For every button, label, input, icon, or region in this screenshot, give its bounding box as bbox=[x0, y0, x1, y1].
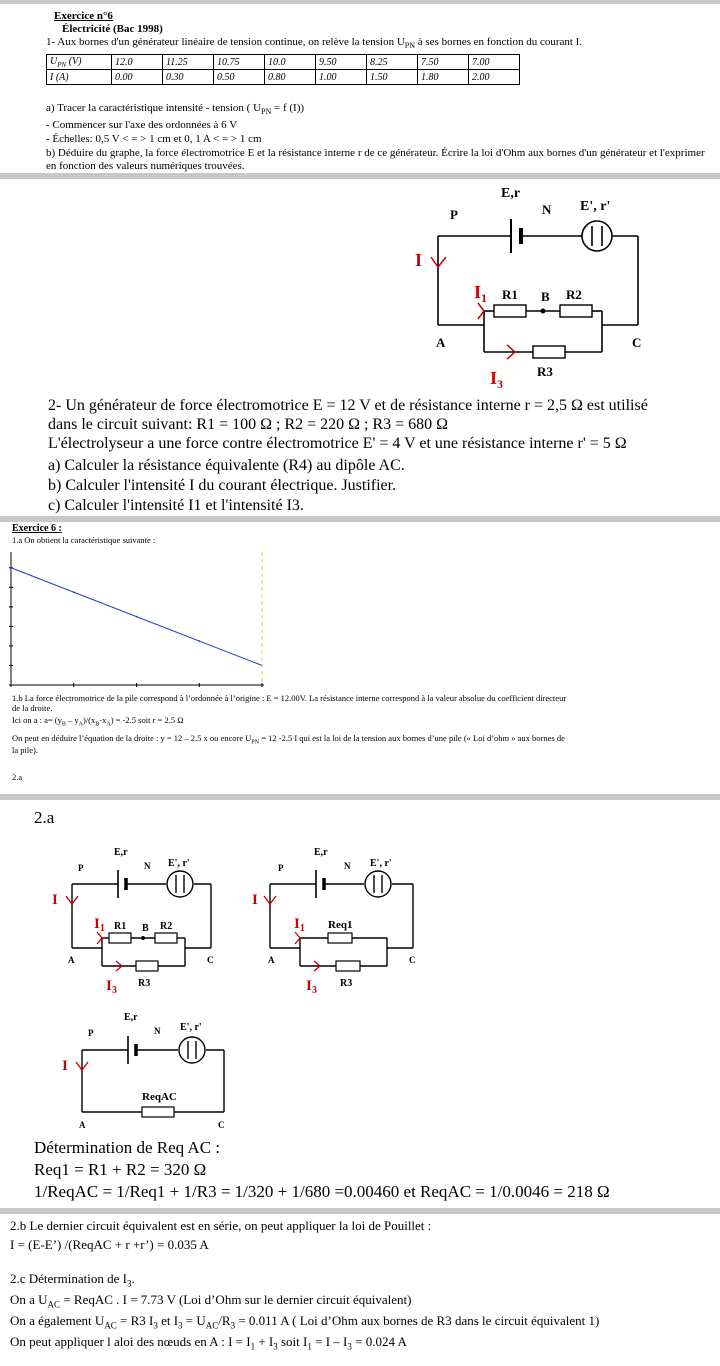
svg-text:A: A bbox=[268, 955, 275, 965]
resistor-r1 bbox=[494, 305, 526, 317]
section-2a-title: 2.a bbox=[34, 808, 55, 827]
electrolyser-symbol bbox=[582, 221, 612, 251]
table-row bbox=[47, 70, 520, 85]
label-i1: $I_1$ bbox=[474, 282, 488, 305]
exercise-subtitle: Électricité (Bac 1998) bbox=[62, 23, 163, 35]
table-cell: 8.25 bbox=[367, 55, 418, 70]
svg-text:Req1: Req1 bbox=[328, 919, 353, 931]
label-r1: R1 bbox=[502, 287, 518, 302]
label-b: B bbox=[541, 289, 550, 304]
table-row bbox=[47, 55, 520, 70]
answer-2c-line2: On a $U_{AC}$ = ReqAC . I = 7.73 V (Loi d’Ohm sur le dernier circuit équivalent) bbox=[10, 1292, 412, 1310]
table-cell: 0.50 bbox=[214, 70, 265, 85]
svg-text:I: I bbox=[62, 1058, 68, 1074]
svg-text:I3: $I_3$ bbox=[106, 978, 117, 996]
data-point bbox=[198, 640, 200, 642]
table-cell: 9.50 bbox=[316, 55, 367, 70]
solution-1a: 1.a On obtient la caractéristique suivante : bbox=[12, 535, 156, 545]
equivalent-circuit-1 bbox=[52, 847, 214, 996]
svg-text:N: N bbox=[154, 1026, 161, 1036]
svg-text:C: C bbox=[409, 955, 416, 965]
table-cell: 0.00 bbox=[112, 70, 163, 85]
question-b: b) Déduire du graphe, la force électromotrice E et la résistance interne r de ce générateur. Écrire la loi d'Ohm aux bornes d'un générateur et l'exprimer en fonction des valeurs numériques trouvées. bbox=[46, 147, 705, 172]
table-cell: 1.00 bbox=[316, 70, 367, 85]
svg-text:P: P bbox=[278, 863, 284, 873]
svg-text:E', r': E', r' bbox=[370, 858, 392, 869]
current-arrow-i1 bbox=[478, 303, 484, 319]
question-1-intro: 1- Aux bornes d'un générateur linéaire de tension continue, on relève la tension $U_{PN}$ à ses bornes en fonction du courant I. bbox=[46, 36, 583, 51]
part2-line3: L'électrolyseur a une force contre électromotrice E' = 4 V et une résistance interne r' = 5 Ω bbox=[48, 435, 627, 452]
equivalent-circuit-2 bbox=[252, 847, 416, 996]
exercise-title: Exercice n°6 bbox=[54, 10, 113, 22]
label-ep: E', r' bbox=[580, 199, 611, 214]
solution-1b-line1: 1.b La force électromotrice de la pile correspond à l’ordonnée à l’origine : E = 12.00V. La résistance interne correspond à la valeur absolue du coefficient directeur bbox=[12, 693, 567, 703]
equivalent-circuits bbox=[0, 840, 720, 1130]
svg-text:E,r: E,r bbox=[114, 847, 128, 858]
svg-text:A: A bbox=[68, 955, 75, 965]
svg-text:P: P bbox=[88, 1028, 94, 1038]
question-a: a) Tracer la caractéristique intensité - tension ( $U_{PN} = f$ (I)) bbox=[46, 102, 305, 117]
svg-text:E', r': E', r' bbox=[168, 858, 190, 869]
svg-text:A: A bbox=[79, 1120, 86, 1130]
label-r2: R2 bbox=[566, 287, 582, 302]
characteristic-chart bbox=[0, 544, 720, 694]
answer-2c-line4: On peut appliquer l aloi des nœuds en A : $I = I_1 + I_3$ soit $I_1 = I - I_3 = 0.024$ A bbox=[10, 1334, 407, 1352]
question-a-line3: - Échelles: 0,5 V < = > 1 cm et 0, 1 A < = > 1 cm bbox=[46, 133, 262, 145]
svg-text:I3: $I_3$ bbox=[306, 978, 317, 996]
table-cell: 2.00 bbox=[469, 70, 520, 85]
label-a: A bbox=[436, 335, 446, 350]
part2-line2: dans le circuit suivant: R1 = 100 Ω ; R2 = 220 Ω ; R3 = 680 Ω bbox=[48, 416, 449, 433]
label-p: P bbox=[450, 207, 458, 222]
label-c: C bbox=[632, 335, 642, 350]
label-i3: $I_3$ bbox=[490, 368, 504, 391]
separator bbox=[0, 1208, 720, 1214]
table-cell: 1.50 bbox=[367, 70, 418, 85]
solution-1b-line4: On peut en déduire l’équation de la droite : y = 12 – 2.5 x ou encore $U_{PN} = 12$ -2.5 I qui est la loi de la tension aux bornes d’une pile (« Loi d’ohm » aux bornes de bbox=[12, 733, 565, 746]
question-a-line2: - Commencer sur l'axe des ordonnées à 6 V bbox=[46, 119, 238, 131]
table-cell: 10.75 bbox=[214, 55, 265, 70]
label-n: N bbox=[542, 202, 552, 217]
part2-line1: 2- Un générateur de force électromotrice E = 12 V et de résistance interne r = 2,5 Ω est utilisé bbox=[48, 397, 648, 414]
answer-2c-line3: On a également $U_{AC} = R3$ $I_3$ et $I_3 = U_{AC}/R_3 = 0.011$ A ( Loi d’Ohm aux bornes de R3 dans le circuit équivalent 1) bbox=[10, 1313, 600, 1331]
data-point bbox=[73, 591, 75, 593]
svg-text:R1: R1 bbox=[114, 921, 127, 932]
svg-text:N: N bbox=[144, 861, 151, 871]
table-cell: 7.50 bbox=[418, 55, 469, 70]
table-header-u: $U_{PN}$ (V) bbox=[47, 55, 112, 70]
label-i: I bbox=[415, 250, 423, 270]
data-point bbox=[136, 616, 138, 618]
label-er: E,r bbox=[501, 186, 521, 201]
svg-text:R3: R3 bbox=[138, 978, 151, 989]
svg-text:I1: $I_1$ bbox=[294, 916, 305, 934]
table-cell: 1.80 bbox=[418, 70, 469, 85]
separator bbox=[0, 0, 720, 4]
table-cell: 7.00 bbox=[469, 55, 520, 70]
solution-1b-line5: la pile). bbox=[12, 745, 38, 755]
svg-text:R3: R3 bbox=[340, 978, 353, 989]
answer-2b-line2: I = (E-E’) /(ReqAC + r +r’) = 0.035 A bbox=[10, 1237, 209, 1252]
table-header-i: I (A) bbox=[47, 70, 112, 85]
det-line3: 1/ReqAC = 1/Req1 + 1/R3 = 1/320 + 1/680 =0.00460 et ReqAC = 1/0.0046 = 218 Ω bbox=[34, 1182, 610, 1201]
table-cell: 11.25 bbox=[163, 55, 214, 70]
table-cell: 10.0 bbox=[265, 55, 316, 70]
table-cell: 0.80 bbox=[265, 70, 316, 85]
svg-text:B: B bbox=[142, 923, 149, 934]
solution-1b-line2: de la droite. bbox=[12, 703, 53, 713]
node-b bbox=[541, 309, 546, 314]
part2-line4: a) Calculer la résistance équivalente (R4) au dipôle AC. bbox=[48, 457, 405, 474]
svg-text:P: P bbox=[78, 863, 84, 873]
svg-text:ReqAC: ReqAC bbox=[142, 1091, 177, 1103]
solution-title: Exercice 6 : bbox=[12, 523, 62, 534]
det-line1: Détermination de Req AC : bbox=[34, 1138, 221, 1157]
part2-line6: c) Calculer l'intensité I1 et l'intensité I3. bbox=[48, 497, 304, 514]
resistor-r3 bbox=[533, 346, 565, 358]
svg-text:N: N bbox=[344, 861, 351, 871]
measurement-table bbox=[46, 54, 520, 85]
part2-line5: b) Calculer l'intensité I du courant électrique. Justifier. bbox=[48, 477, 397, 494]
svg-text:I: I bbox=[252, 892, 258, 908]
answer-2b-line1: 2.b Le dernier circuit équivalent est en série, on peut appliquer la loi de Pouillet : bbox=[10, 1218, 432, 1233]
svg-text:I: I bbox=[52, 892, 58, 908]
table-cell: 0.30 bbox=[163, 70, 214, 85]
det-line2: Req1 = R1 + R2 = 320 Ω bbox=[34, 1160, 207, 1179]
circuit-diagram-main bbox=[0, 179, 720, 394]
solution-2a-small: 2.a bbox=[12, 772, 23, 782]
separator bbox=[0, 516, 720, 522]
separator bbox=[0, 794, 720, 800]
table-cell: 12.0 bbox=[112, 55, 163, 70]
solution-1b-line3: Ici on a : $a= (y_B - y_A)/(x_B-x_A) = -2.5$ soit r = 2.5 Ω bbox=[12, 715, 184, 728]
resistor-r2 bbox=[560, 305, 592, 317]
svg-text:E', r': E', r' bbox=[180, 1022, 202, 1033]
svg-text:C: C bbox=[218, 1120, 225, 1130]
label-r3: R3 bbox=[537, 364, 553, 379]
answer-2c-line1: 2.c Détermination de $I_3$. bbox=[10, 1271, 135, 1289]
svg-text:E,r: E,r bbox=[314, 847, 328, 858]
svg-text:I1: $I_1$ bbox=[94, 916, 105, 934]
svg-text:E,r: E,r bbox=[124, 1012, 138, 1023]
svg-text:C: C bbox=[207, 955, 214, 965]
svg-text:R2: R2 bbox=[160, 921, 173, 932]
